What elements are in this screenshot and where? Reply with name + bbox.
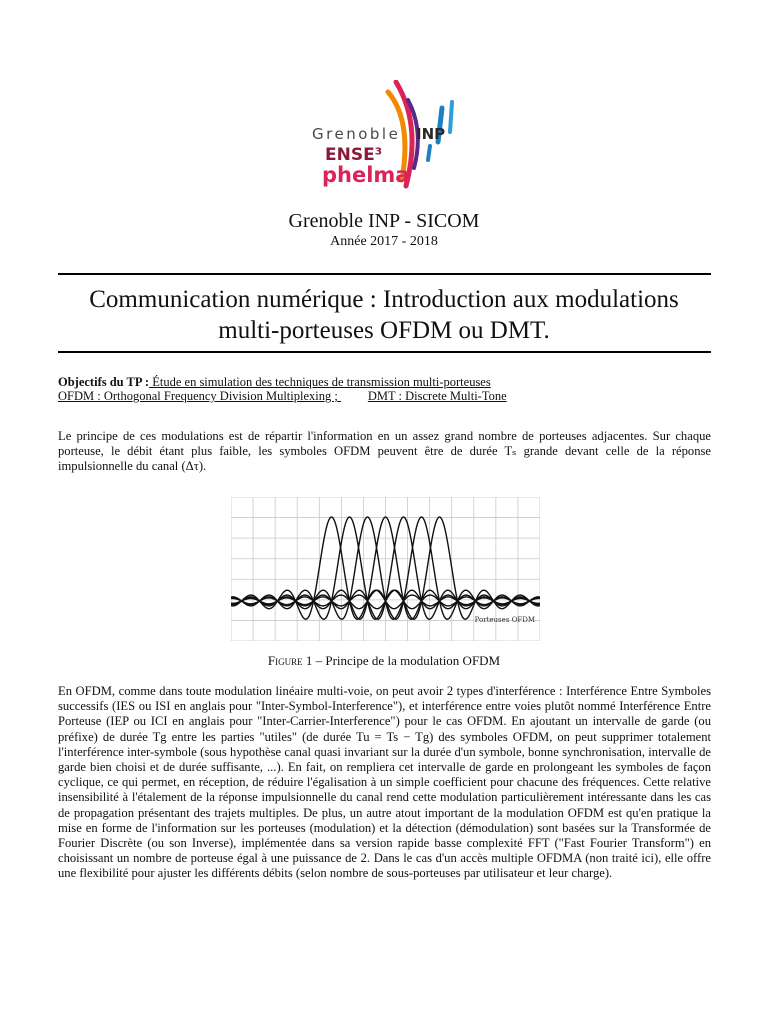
document-title-line2: multi-porteuses OFDM ou DMT. (218, 317, 550, 344)
intro-paragraph (58, 429, 711, 475)
logo-text-ense3: ENSE³ (325, 145, 383, 165)
document-title-line1: Communication numérique : Introduction aux modulations (89, 286, 679, 313)
objectives-text: Étude en simulation des techniques de transmission multi-porteuses (149, 375, 491, 389)
objectives-line1 (58, 375, 491, 390)
figure-caption (0, 653, 768, 669)
objectives-label: Objectifs du TP : (58, 375, 150, 389)
intro-text: Le principe de ces modulations est de répartir l'information en un assez grand nombre de porteuses adjacentes. Sur chaque porteuse, le débit étant plus faible, les symboles OFDM peuvent être de durée Tₛ grande devant celle de la réponse impulsionnelle du canal (Δτ). (58, 429, 711, 474)
objectives-line2 (58, 389, 507, 404)
figure-legend: Porteuses OFDM (474, 616, 535, 624)
objectives-ofdm: OFDM : Orthogonal Frequency Division Multiplexing ; (58, 389, 338, 403)
body-text: En OFDM, comme dans toute modulation linéaire multi-voie, on peut avoir 2 types d'interférence : Interférence Entre Symboles successifs (IES ou ISI en anglais pour "Inter-Symbol-Interference"), et interférence entre voies plutôt nommé Interférence Entre Porteuse (IEP ou ICI en anglais pour "Inter-Carrier-Interference") pour le cas OFDM. En ajoutant un intervalle de garde (ou préfixe) de durée Tg entre les parties "utiles" (de durée Tu = Ts − Tg) des symboles OFDM, on peut supprimer totalement l'interférence inter-symbole (sous hypothèse canal quasi invariant sur la durée d'un symbole, bonne synchronisation, intervalle de garde bien choisi et de durée suffisante, ...). En fait, on rempliera cet intervalle de garde en prolongeant les symboles de façon cyclique, ce qui permet, en réception, de réduire l'égalisation à un simple coefficient pour chacune des fréquences. Cette relative insensibilité à l'étalement de la réponse impulsionnelle du canal rend cette modulation particulièrement intéressante dans les cas de propagation présentant des trajets multiples. De plus, un autre atout important de la modulation OFDM est qu'en pratique la mise en forme de l'information sur les porteuses (modulation) et la détection (démodulation) sont basées sur la Transformée de Fourier Discrète (ou son Inverse), implémentée dans sa version rapide basse complexité FFT ("Fast Fourier Transform") en choisissant un nombre de porteuse égal à une puissance de 2. Dans le cas d'un accès multiple OFDMA (non traité ici), elle offre une flexibilité pour ajuster les différents débits (selon nombre de sous-porteuses par utilisateur et leur charge). (58, 684, 711, 881)
institution-title: Grenoble INP - SICOM (288, 210, 480, 232)
figure-caption-label: Figure 1 (267, 653, 313, 668)
title-bottom-rule (58, 351, 711, 353)
logo-text-phelma: phelma (322, 163, 410, 187)
grenoble-inp-logo (300, 80, 470, 190)
logo-text-inp: INP (416, 125, 446, 143)
ofdm-carriers-figure (231, 497, 540, 641)
body-paragraph (58, 684, 711, 882)
academic-year: Année 2017 - 2018 (330, 234, 438, 249)
objectives-dmt: DMT : Discrete Multi-Tone (367, 389, 507, 403)
figure-caption-text: – Principe de la modulation OFDM (312, 653, 501, 668)
title-top-rule (58, 273, 711, 275)
logo-text-grenoble: Grenoble (312, 125, 401, 143)
